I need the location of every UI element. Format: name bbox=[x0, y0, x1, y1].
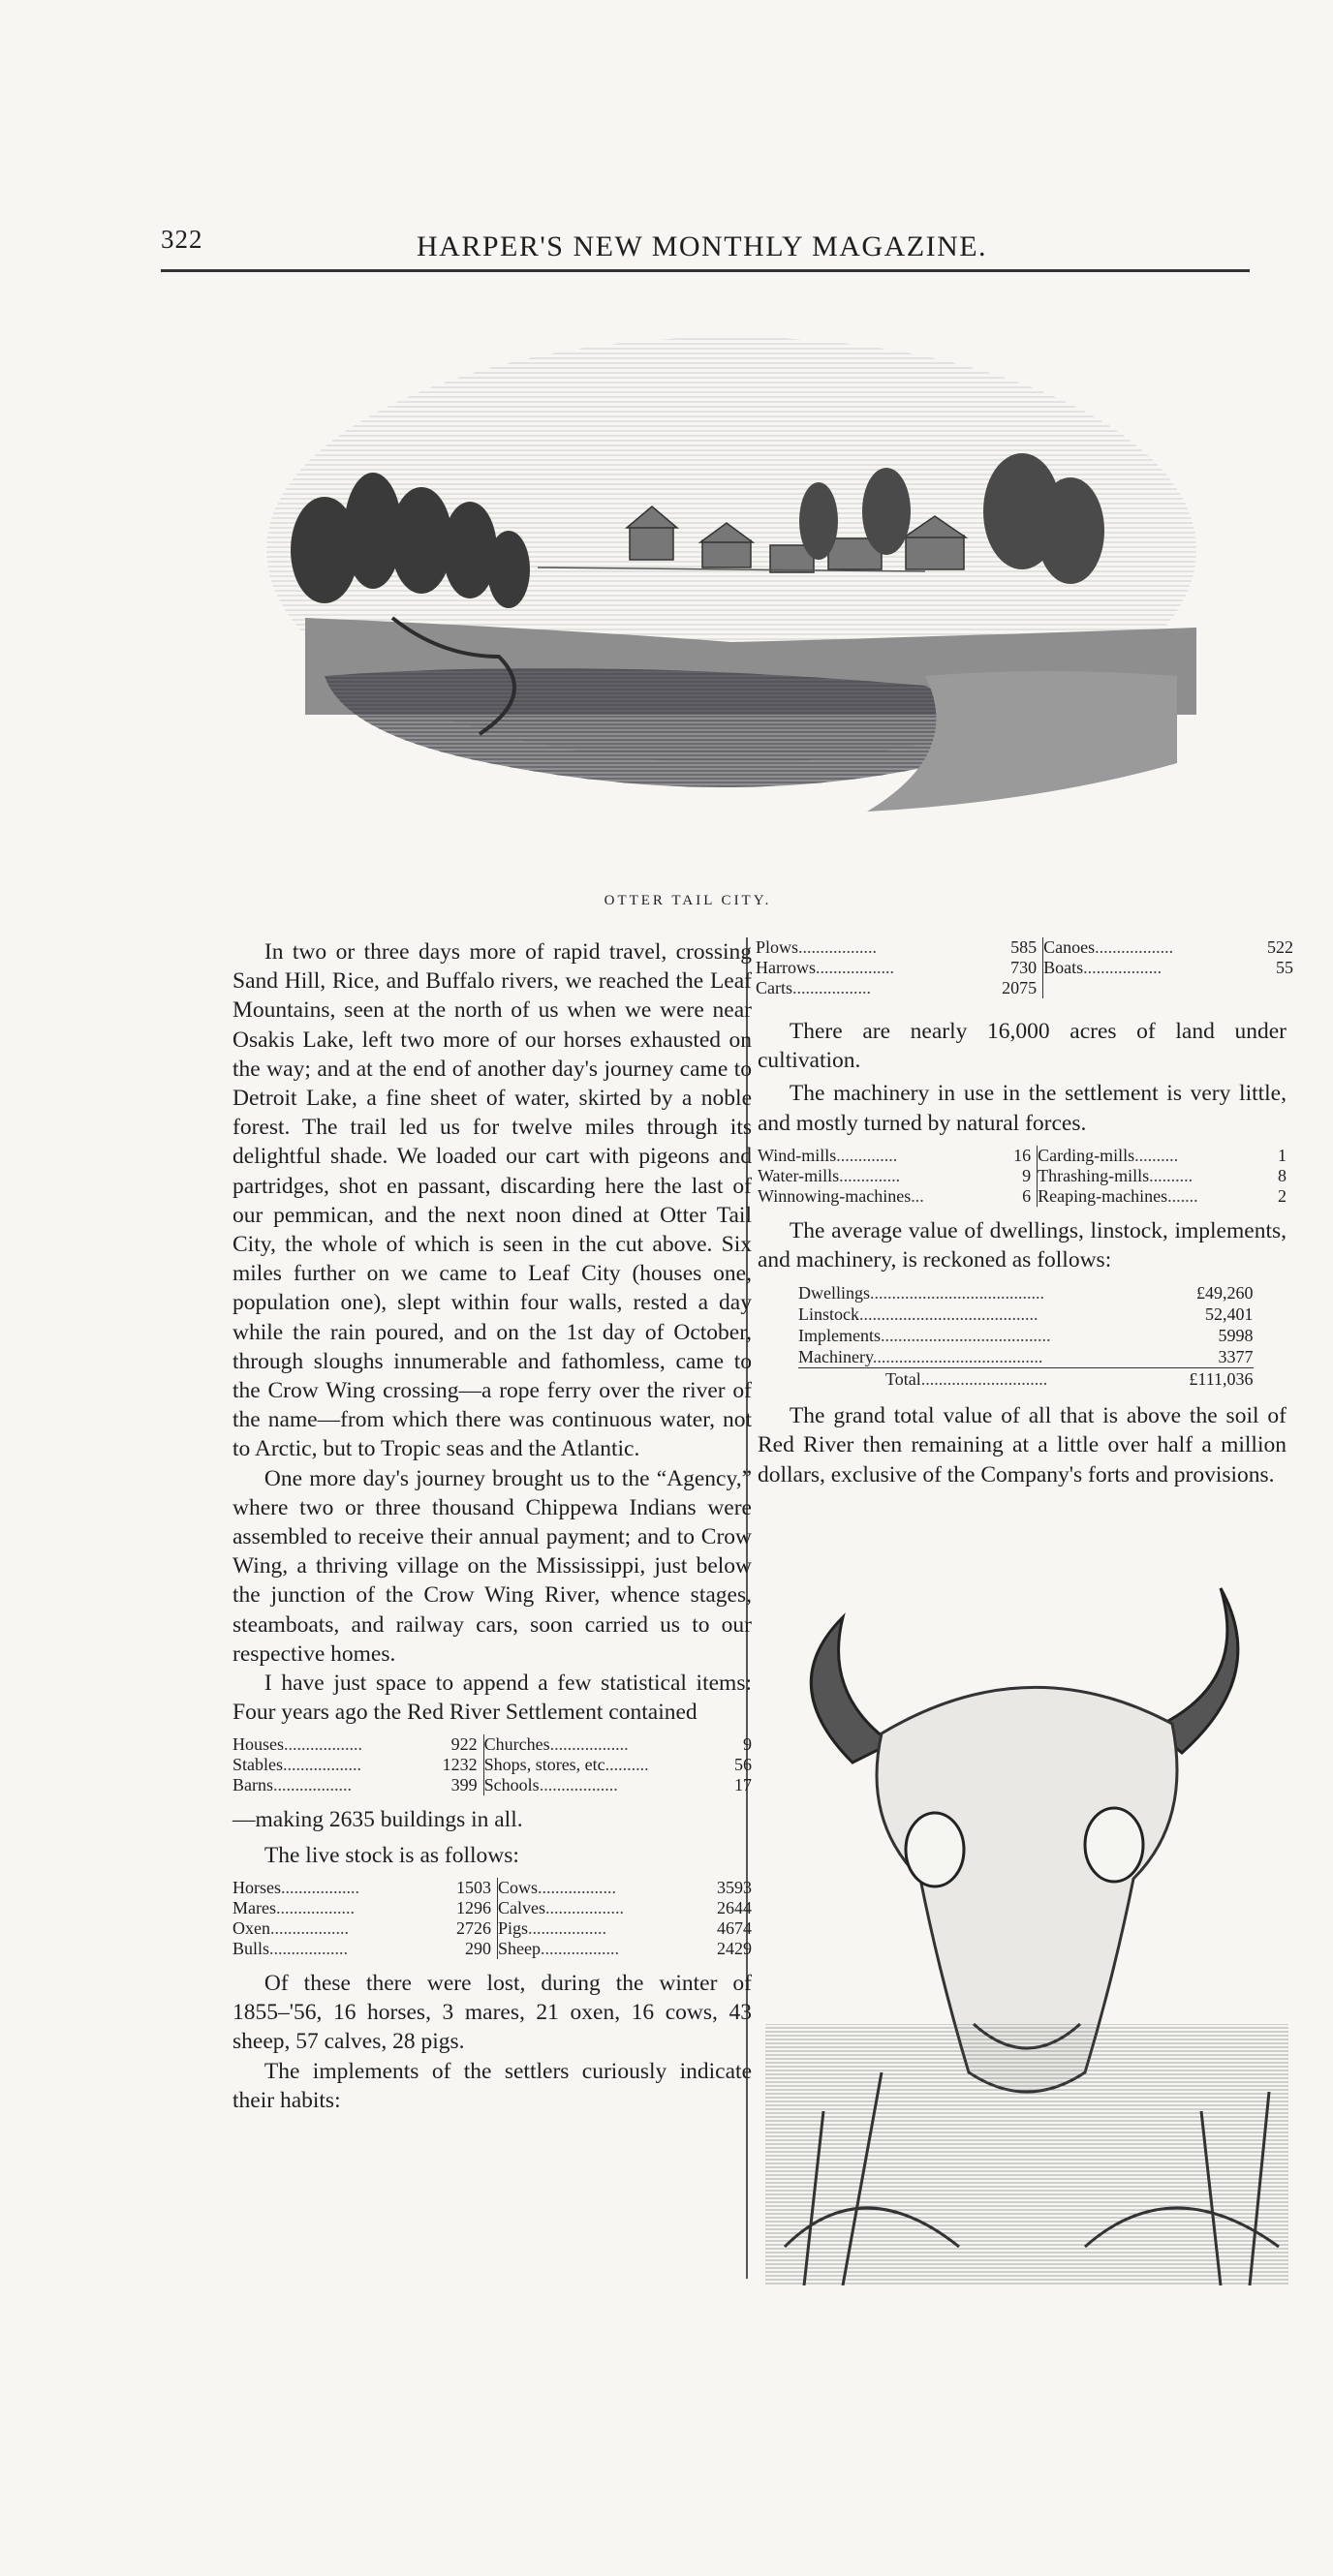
paragraph: The grand total value of all that is above the soil of Red River then remaining at a little over half a million dollars, exclusive of the Company's forts and provisions. bbox=[758, 1403, 1286, 1487]
livestock-table bbox=[232, 1878, 752, 1959]
stat-value: 1503 bbox=[433, 1878, 498, 1898]
stat-value: 730 bbox=[977, 958, 1043, 978]
stat-value: 8 bbox=[1278, 1165, 1286, 1185]
value-label: Implements....................................... bbox=[798, 1326, 1051, 1346]
page-number: 322 bbox=[161, 225, 203, 254]
stat-label: Churches.................. bbox=[483, 1734, 629, 1755]
stat-value: 399 bbox=[423, 1775, 483, 1795]
paragraph: The average value of dwellings, linstock, implements, and machinery, is reckoned as follows: bbox=[758, 1217, 1286, 1273]
stat-label: Boats.................. bbox=[1043, 958, 1162, 977]
table-row bbox=[758, 1186, 1286, 1207]
stat-label bbox=[1043, 978, 1252, 998]
stat-label: Plows.................. bbox=[756, 937, 878, 957]
stat-label: Sheep.................. bbox=[498, 1938, 620, 1958]
stat-label: Schools.................. bbox=[483, 1775, 618, 1795]
running-title: HARPER'S NEW MONTHLY MAGAZINE. bbox=[417, 230, 988, 262]
paragraph: —making 2635 buildings in all. bbox=[232, 1807, 523, 1833]
stat-label: Pigs.................. bbox=[498, 1917, 607, 1938]
stat-label: Harrows.................. bbox=[756, 958, 894, 977]
stat-value: 290 bbox=[433, 1939, 498, 1959]
table-row bbox=[798, 1282, 1254, 1303]
stat-label: Winnowing-machines... bbox=[758, 1185, 924, 1206]
table-row bbox=[232, 1734, 752, 1755]
paragraph: In two or three days more of rapid travel, crossing Sand Hill, Rice, and Buffalo rivers, we reached the Leaf Mountains, seen at the north of us when we were near Osakis Lake, left two more of our horses exhausted on the way; and at the end of another day's journey came to Detroit Lake, a fine sheet of water, skirted by a noble forest. The trail led us for twelve miles through its delightful shade. We loaded our cart with pigeons and partridges, shot en passant, discarding here the last of our pemmican, and the next noon dined at Otter Tail City, the whole of which is seen in the cut above. Six miles further on we came to Leaf City (houses one, population one), slept within four walls, rested a day while the rain poured, and on the 1st day of October, through sloughs innumerable and fathomless, came to the Crow Wing crossing—a rope ferry over the river of the name—from which there was continuous water, not to Arctic, but to Tropic seas and the Atlantic. bbox=[232, 939, 752, 1462]
stat-value: 2726 bbox=[433, 1918, 498, 1939]
stat-label: Carding-mills.......... bbox=[1038, 1145, 1179, 1165]
stat-value bbox=[1252, 978, 1293, 998]
stat-label: Houses.................. bbox=[232, 1734, 362, 1755]
paragraph: The live stock is as follows: bbox=[264, 1842, 519, 1868]
stat-value: 2429 bbox=[717, 1938, 752, 1958]
stat-value: 1 bbox=[1278, 1145, 1286, 1165]
stat-label: Reaping-machines....... bbox=[1038, 1185, 1198, 1206]
stat-label: Horses.................. bbox=[232, 1877, 359, 1897]
stat-label: Carts.................. bbox=[756, 978, 871, 997]
table-row bbox=[232, 1775, 752, 1795]
total-row bbox=[798, 1368, 1254, 1391]
table-row bbox=[756, 937, 1293, 958]
value-label: Linstock......................................... bbox=[798, 1304, 1038, 1325]
header-rule bbox=[161, 269, 1250, 272]
value-amount: £49,260 bbox=[1196, 1283, 1254, 1303]
table-row bbox=[756, 958, 1293, 978]
stat-label: Calves.................. bbox=[498, 1897, 625, 1917]
paragraph: Of these there were lost, during the winter of 1855–'56, 16 horses, 3 mares, 21 oxen, 16 cows, 43 sheep, 57 calves, 28 pigs. bbox=[232, 1970, 752, 2055]
stat-value: 1296 bbox=[433, 1898, 498, 1918]
implements-block bbox=[744, 937, 1293, 998]
table-row bbox=[758, 1166, 1286, 1186]
stat-label: Shops, stores, etc.......... bbox=[483, 1755, 649, 1775]
table-row bbox=[232, 1918, 752, 1939]
stat-value: 9 bbox=[1003, 1166, 1038, 1186]
stat-label: Stables.................. bbox=[232, 1755, 361, 1775]
stat-value: 17 bbox=[734, 1775, 752, 1795]
paragraph: The implements of the settlers curiously indicate their habits: bbox=[232, 2058, 752, 2113]
stat-label: Cows.................. bbox=[498, 1877, 617, 1897]
buildings-table bbox=[232, 1734, 752, 1795]
stat-value: 922 bbox=[423, 1734, 483, 1755]
table-row bbox=[798, 1346, 1254, 1368]
paragraph: The machinery in use in the settlement is very little, and mostly turned by natural forces. bbox=[758, 1081, 1286, 1136]
value-label: Dwellings........................................ bbox=[798, 1283, 1044, 1303]
paragraph: One more day's journey brought us to the “Agency,” where two or three thousand Chippewa Indians were assembled to receive their annual payment; and to Crow Wing, a thriving village on the Mississippi, just below the junction of the Crow Wing River, whence stages, steamboats, and railway cars, soon carried us to our respective homes. bbox=[232, 1465, 752, 1667]
stat-value: 522 bbox=[1267, 937, 1293, 957]
value-amount: 3377 bbox=[1218, 1347, 1254, 1367]
table-row bbox=[232, 1755, 752, 1775]
stat-value: 16 bbox=[1003, 1146, 1038, 1166]
paragraph: I have just space to append a few statistical items: Four years ago the Red River Settlement contained bbox=[232, 1671, 752, 1726]
stat-value: 2 bbox=[1278, 1185, 1286, 1206]
implements-table bbox=[756, 937, 1293, 998]
stat-value: 4674 bbox=[717, 1917, 752, 1938]
figure-caption: OTTER TAIL CITY. bbox=[604, 893, 772, 908]
total-amount: £111,036 bbox=[1161, 1368, 1253, 1391]
value-amount: 5998 bbox=[1218, 1326, 1254, 1346]
stat-value: 9 bbox=[743, 1734, 752, 1755]
stat-label: Barns.................. bbox=[232, 1775, 352, 1795]
stat-label: Wind-mills.............. bbox=[758, 1145, 898, 1165]
table-row bbox=[798, 1325, 1254, 1346]
table-row bbox=[798, 1303, 1254, 1325]
stat-label: Water-mills.............. bbox=[758, 1165, 901, 1185]
stat-value: 585 bbox=[977, 937, 1043, 958]
value-label: Machinery....................................... bbox=[798, 1347, 1043, 1367]
otter-tail-city-engraving bbox=[247, 308, 1216, 870]
table-row bbox=[232, 1939, 752, 1959]
stat-value: 2644 bbox=[717, 1897, 752, 1917]
stat-value: 55 bbox=[1276, 958, 1293, 977]
values-table bbox=[798, 1282, 1254, 1390]
table-row bbox=[758, 1146, 1286, 1166]
stat-value: 3593 bbox=[717, 1877, 752, 1897]
machinery-table bbox=[758, 1146, 1286, 1207]
stat-label: Oxen.................. bbox=[232, 1917, 349, 1938]
table-row bbox=[232, 1878, 752, 1898]
stat-label: Bulls.................. bbox=[232, 1938, 349, 1958]
stat-label: Mares.................. bbox=[232, 1897, 355, 1917]
right-column bbox=[744, 1017, 1286, 1489]
left-column bbox=[232, 937, 752, 2115]
stat-value: 6 bbox=[1003, 1186, 1038, 1207]
buffalo-skull-engraving bbox=[765, 1569, 1288, 2285]
stat-label: Canoes.................. bbox=[1043, 937, 1174, 957]
value-amount: 52,401 bbox=[1205, 1304, 1254, 1325]
paragraph: There are nearly 16,000 acres of land under cultivation. bbox=[758, 1019, 1286, 1074]
stat-value: 56 bbox=[734, 1755, 752, 1775]
stat-value: 1232 bbox=[423, 1755, 483, 1775]
table-row bbox=[756, 978, 1293, 998]
stat-value: 2075 bbox=[977, 978, 1043, 998]
total-label: Total............................. bbox=[798, 1368, 1161, 1391]
table-row bbox=[232, 1898, 752, 1918]
stat-label: Thrashing-mills.......... bbox=[1038, 1165, 1194, 1185]
